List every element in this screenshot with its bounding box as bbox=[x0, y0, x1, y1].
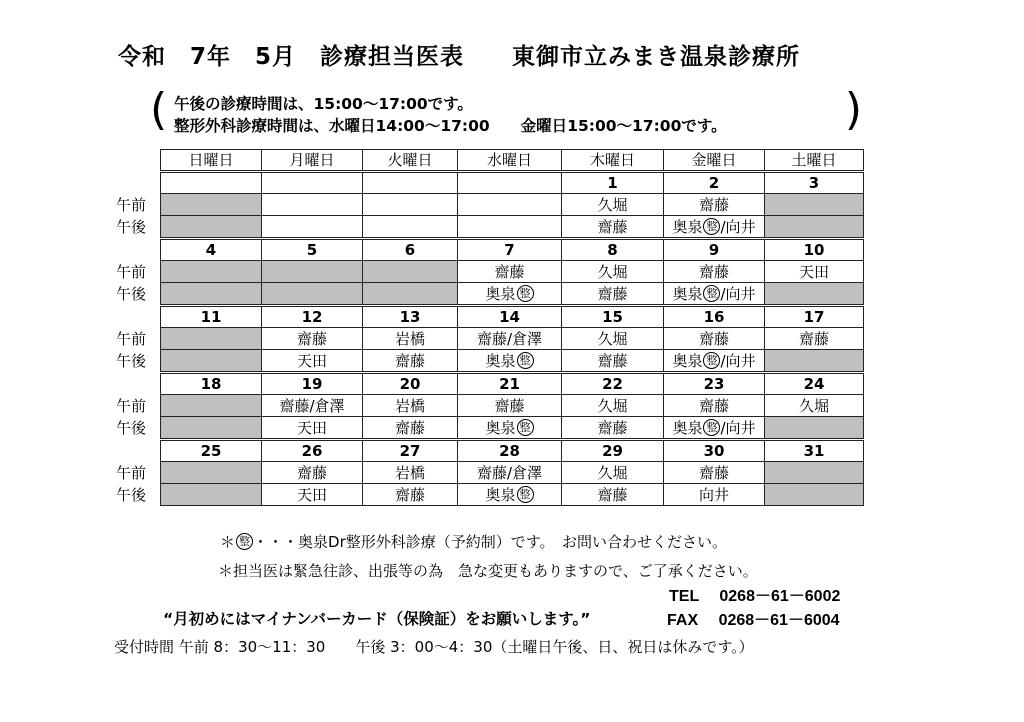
date-cell: 11 bbox=[161, 306, 262, 328]
date-cell: 17 bbox=[765, 306, 864, 328]
morning-label: 午前 bbox=[116, 195, 147, 214]
doctor-name: 岩橋 bbox=[394, 396, 425, 415]
morning-doctor-cell bbox=[664, 395, 765, 417]
morning-row bbox=[161, 194, 864, 216]
afternoon-doctor-cell bbox=[458, 216, 562, 239]
date-cell: 27 bbox=[363, 440, 458, 462]
afternoon-label: 午後 bbox=[116, 352, 147, 370]
morning-doctor-cell bbox=[161, 328, 262, 350]
doctor-name: 齋藤/倉澤 bbox=[476, 463, 543, 482]
morning-doctor-cell bbox=[664, 328, 765, 350]
orthopedic-hours-note: 整形外科診療時間は、水曜日14:00～17:00 金曜日15:00～17:00です。 bbox=[174, 117, 727, 135]
morning-doctor-cell bbox=[161, 194, 262, 216]
afternoon-row bbox=[161, 417, 864, 440]
doctor-name: 久堀 bbox=[597, 396, 628, 415]
afternoon-doctor-cell bbox=[664, 350, 765, 373]
date-cell: 23 bbox=[664, 373, 765, 395]
morning-doctor-cell bbox=[363, 462, 458, 484]
date-cell bbox=[262, 172, 363, 194]
morning-doctor-cell bbox=[562, 194, 664, 216]
morning-doctor-cell bbox=[458, 328, 562, 350]
change-notice: ＊担当医は緊急往診、出張等の為 急な変更もありますので、ご了承ください。 bbox=[218, 562, 758, 580]
doctor-name: 岩橋 bbox=[394, 329, 425, 348]
morning-doctor-cell bbox=[562, 462, 664, 484]
doctor-name: 齋藤 bbox=[597, 351, 628, 370]
afternoon-doctor-cell bbox=[262, 484, 363, 506]
morning-label: 午前 bbox=[116, 463, 147, 482]
doctor-name: 齋藤 bbox=[394, 418, 425, 437]
seikei-legend bbox=[220, 531, 727, 552]
afternoon-doctor-cell bbox=[363, 484, 458, 506]
doctor-name: 天田 bbox=[296, 485, 327, 504]
afternoon-doctor-cell bbox=[161, 350, 262, 373]
seikei-mark-icon: 整 bbox=[703, 218, 720, 235]
afternoon-doctor-cell bbox=[458, 350, 562, 373]
seikei-mark-icon: 整 bbox=[236, 533, 253, 550]
afternoon-doctor-cell bbox=[562, 216, 664, 239]
morning-doctor-cell bbox=[664, 462, 765, 484]
morning-row bbox=[161, 395, 864, 417]
doctor-name: 奥泉 bbox=[672, 351, 703, 370]
asterisk: ＊ bbox=[220, 533, 236, 551]
afternoon-doctor-cell bbox=[262, 216, 363, 239]
afternoon-doctor-cell bbox=[765, 216, 864, 239]
doctor-name: 齋藤 bbox=[494, 396, 525, 415]
doctor-name: 齋藤 bbox=[698, 195, 729, 214]
date-cell bbox=[363, 172, 458, 194]
date-cell: 3 bbox=[765, 172, 864, 194]
afternoon-doctor-cell bbox=[161, 216, 262, 239]
morning-doctor-cell bbox=[765, 395, 864, 417]
afternoon-doctor-cell bbox=[664, 216, 765, 239]
afternoon-doctor-cell bbox=[562, 350, 664, 373]
doctor-name-secondary: /向井 bbox=[720, 284, 756, 303]
seikei-mark-icon: 整 bbox=[703, 352, 720, 369]
doctor-name: 奥泉 bbox=[672, 284, 703, 303]
morning-row bbox=[161, 261, 864, 283]
morning-row bbox=[161, 462, 864, 484]
my-number-card-request: “月初めにはマイナンバーカード（保険証）をお願いします。” bbox=[163, 610, 591, 628]
morning-doctor-cell bbox=[363, 395, 458, 417]
morning-doctor-cell bbox=[562, 328, 664, 350]
seikei-mark-icon: 整 bbox=[517, 352, 534, 369]
afternoon-doctor-cell bbox=[161, 283, 262, 306]
afternoon-doctor-cell bbox=[562, 484, 664, 506]
morning-doctor-cell bbox=[161, 395, 262, 417]
doctor-name: 奥泉 bbox=[485, 284, 516, 303]
weekday-header: 木曜日 bbox=[562, 150, 664, 172]
date-cell: 20 bbox=[363, 373, 458, 395]
doctor-name: 奥泉 bbox=[672, 217, 703, 236]
morning-doctor-cell bbox=[664, 261, 765, 283]
morning-doctor-cell bbox=[458, 395, 562, 417]
morning-doctor-cell bbox=[363, 194, 458, 216]
afternoon-doctor-cell bbox=[262, 417, 363, 440]
morning-doctor-cell bbox=[458, 261, 562, 283]
date-cell: 31 bbox=[765, 440, 864, 462]
morning-doctor-cell bbox=[363, 328, 458, 350]
doctor-name: 齋藤/倉澤 bbox=[279, 396, 345, 415]
date-cell: 18 bbox=[161, 373, 262, 395]
afternoon-row bbox=[161, 283, 864, 306]
date-cell: 13 bbox=[363, 306, 458, 328]
afternoon-doctor-cell bbox=[363, 216, 458, 239]
seikei-mark-icon: 整 bbox=[703, 419, 720, 436]
date-row bbox=[161, 172, 864, 194]
date-cell bbox=[161, 172, 262, 194]
doctor-name: 天田 bbox=[798, 262, 829, 281]
doctor-name: 向井 bbox=[698, 485, 729, 504]
seikei-mark-icon: 整 bbox=[517, 419, 534, 436]
hours-notice bbox=[150, 84, 862, 136]
doctor-name: 齋藤 bbox=[296, 329, 327, 348]
morning-doctor-cell bbox=[262, 194, 363, 216]
morning-doctor-cell bbox=[262, 395, 363, 417]
morning-doctor-cell bbox=[562, 261, 664, 283]
afternoon-label: 午後 bbox=[116, 285, 147, 303]
doctor-name: 齋藤 bbox=[698, 262, 729, 281]
date-cell: 25 bbox=[161, 440, 262, 462]
afternoon-doctor-cell bbox=[664, 484, 765, 506]
doctor-name: 奥泉 bbox=[485, 418, 516, 437]
date-cell: 16 bbox=[664, 306, 765, 328]
afternoon-doctor-cell bbox=[664, 417, 765, 440]
afternoon-doctor-cell bbox=[161, 484, 262, 506]
doctor-name: 齋藤 bbox=[597, 217, 628, 236]
doctor-name: 奥泉 bbox=[485, 485, 516, 504]
morning-label: 午前 bbox=[116, 329, 147, 348]
date-cell: 6 bbox=[363, 239, 458, 261]
morning-doctor-cell bbox=[262, 462, 363, 484]
afternoon-doctor-cell bbox=[458, 484, 562, 506]
afternoon-doctor-cell bbox=[363, 417, 458, 440]
doctor-name: 久堀 bbox=[597, 262, 628, 281]
doctor-name: 岩橋 bbox=[394, 463, 425, 482]
afternoon-doctor-cell bbox=[765, 484, 864, 506]
doctor-name: 齋藤 bbox=[698, 329, 729, 348]
morning-doctor-cell bbox=[458, 462, 562, 484]
date-row bbox=[161, 440, 864, 462]
afternoon-doctor-cell bbox=[262, 350, 363, 373]
date-cell: 15 bbox=[562, 306, 664, 328]
left-bracket: ( bbox=[150, 84, 168, 135]
afternoon-row bbox=[161, 350, 864, 373]
doctor-name: 齋藤 bbox=[394, 485, 425, 504]
afternoon-doctor-cell bbox=[161, 417, 262, 440]
date-cell: 9 bbox=[664, 239, 765, 261]
doctor-name: 齋藤 bbox=[597, 485, 628, 504]
afternoon-row bbox=[161, 484, 864, 506]
date-cell: 7 bbox=[458, 239, 562, 261]
weekday-header: 火曜日 bbox=[363, 150, 458, 172]
date-cell: 26 bbox=[262, 440, 363, 462]
afternoon-doctor-cell bbox=[562, 417, 664, 440]
morning-doctor-cell bbox=[458, 194, 562, 216]
doctor-name: 齋藤 bbox=[698, 396, 729, 415]
morning-doctor-cell bbox=[161, 462, 262, 484]
doctor-name: 齋藤 bbox=[494, 262, 525, 281]
morning-label: 午前 bbox=[116, 262, 147, 281]
afternoon-doctor-cell bbox=[363, 283, 458, 306]
date-cell: 4 bbox=[161, 239, 262, 261]
morning-doctor-cell bbox=[262, 261, 363, 283]
date-cell: 2 bbox=[664, 172, 765, 194]
afternoon-doctor-cell bbox=[765, 283, 864, 306]
fax-number: FAX 0268－61－6004 bbox=[667, 612, 840, 629]
weekday-header: 日曜日 bbox=[161, 150, 262, 172]
seikei-mark-icon: 整 bbox=[517, 486, 534, 503]
doctor-name-secondary: /向井 bbox=[720, 418, 756, 437]
morning-doctor-cell bbox=[664, 194, 765, 216]
afternoon-label: 午後 bbox=[116, 419, 147, 437]
doctor-name: 久堀 bbox=[798, 396, 829, 415]
date-row bbox=[161, 373, 864, 395]
afternoon-label: 午後 bbox=[116, 218, 147, 236]
afternoon-doctor-cell bbox=[765, 417, 864, 440]
schedule-table bbox=[160, 149, 864, 506]
doctor-name: 奥泉 bbox=[485, 351, 516, 370]
weekday-header: 月曜日 bbox=[262, 150, 363, 172]
morning-doctor-cell bbox=[765, 328, 864, 350]
morning-doctor-cell bbox=[765, 462, 864, 484]
date-cell: 12 bbox=[262, 306, 363, 328]
weekday-header: 水曜日 bbox=[458, 150, 562, 172]
date-row bbox=[161, 239, 864, 261]
morning-doctor-cell bbox=[363, 261, 458, 283]
afternoon-doctor-cell bbox=[664, 283, 765, 306]
morning-doctor-cell bbox=[562, 395, 664, 417]
morning-row bbox=[161, 328, 864, 350]
date-cell: 29 bbox=[562, 440, 664, 462]
date-cell bbox=[458, 172, 562, 194]
afternoon-doctor-cell bbox=[765, 350, 864, 373]
afternoon-hours-note: 午後の診療時間は、15:00～17:00です。 bbox=[174, 95, 473, 113]
seikei-legend-text: ・・・奥泉Dr整形外科診療（予約制）です。 お問い合わせください。 bbox=[253, 533, 728, 551]
doctor-name: 齋藤 bbox=[597, 284, 628, 303]
morning-label: 午前 bbox=[116, 396, 147, 415]
date-cell: 1 bbox=[562, 172, 664, 194]
telephone-number: TEL 0268－61－6002 bbox=[669, 588, 841, 605]
afternoon-doctor-cell bbox=[458, 283, 562, 306]
doctor-name: 久堀 bbox=[597, 329, 628, 348]
weekday-header-row bbox=[161, 150, 864, 172]
date-cell: 14 bbox=[458, 306, 562, 328]
morning-doctor-cell bbox=[262, 328, 363, 350]
right-bracket: ) bbox=[844, 84, 862, 135]
date-cell: 5 bbox=[262, 239, 363, 261]
date-cell: 8 bbox=[562, 239, 664, 261]
weekday-header: 土曜日 bbox=[765, 150, 864, 172]
morning-doctor-cell bbox=[161, 261, 262, 283]
doctor-name-secondary: /向井 bbox=[720, 351, 756, 370]
seikei-mark-icon: 整 bbox=[517, 285, 534, 302]
doctor-name: 久堀 bbox=[597, 195, 628, 214]
morning-doctor-cell bbox=[765, 261, 864, 283]
afternoon-row bbox=[161, 216, 864, 239]
date-cell: 21 bbox=[458, 373, 562, 395]
doctor-name: 齋藤 bbox=[798, 329, 829, 348]
afternoon-label: 午後 bbox=[116, 485, 147, 504]
date-cell: 22 bbox=[562, 373, 664, 395]
weekday-header: 金曜日 bbox=[664, 150, 765, 172]
reception-hours: 受付時間 午前 8：30～11：30 午後 3：00～4：30（土曜日午後、日、祝日は休みです。） bbox=[114, 638, 754, 656]
doctor-name: 齋藤 bbox=[698, 463, 729, 482]
afternoon-doctor-cell bbox=[458, 417, 562, 440]
doctor-name: 天田 bbox=[296, 351, 327, 370]
page-title: 令和 7年 5月 診療担当医表 東御市立みまき温泉診療所 bbox=[118, 44, 801, 70]
doctor-name: 齋藤 bbox=[597, 418, 628, 437]
doctor-name: 齋藤 bbox=[296, 463, 327, 482]
date-row bbox=[161, 306, 864, 328]
date-cell: 30 bbox=[664, 440, 765, 462]
date-cell: 28 bbox=[458, 440, 562, 462]
doctor-name-secondary: /向井 bbox=[720, 217, 756, 236]
doctor-name: 天田 bbox=[296, 418, 327, 437]
afternoon-doctor-cell bbox=[562, 283, 664, 306]
date-cell: 24 bbox=[765, 373, 864, 395]
doctor-name: 齋藤 bbox=[394, 351, 425, 370]
doctor-name: 奥泉 bbox=[672, 418, 703, 437]
afternoon-doctor-cell bbox=[363, 350, 458, 373]
seikei-mark-icon: 整 bbox=[703, 285, 720, 302]
afternoon-doctor-cell bbox=[262, 283, 363, 306]
doctor-name: 久堀 bbox=[597, 463, 628, 482]
date-cell: 19 bbox=[262, 373, 363, 395]
date-cell: 10 bbox=[765, 239, 864, 261]
morning-doctor-cell bbox=[765, 194, 864, 216]
doctor-name: 齋藤/倉澤 bbox=[476, 329, 543, 348]
